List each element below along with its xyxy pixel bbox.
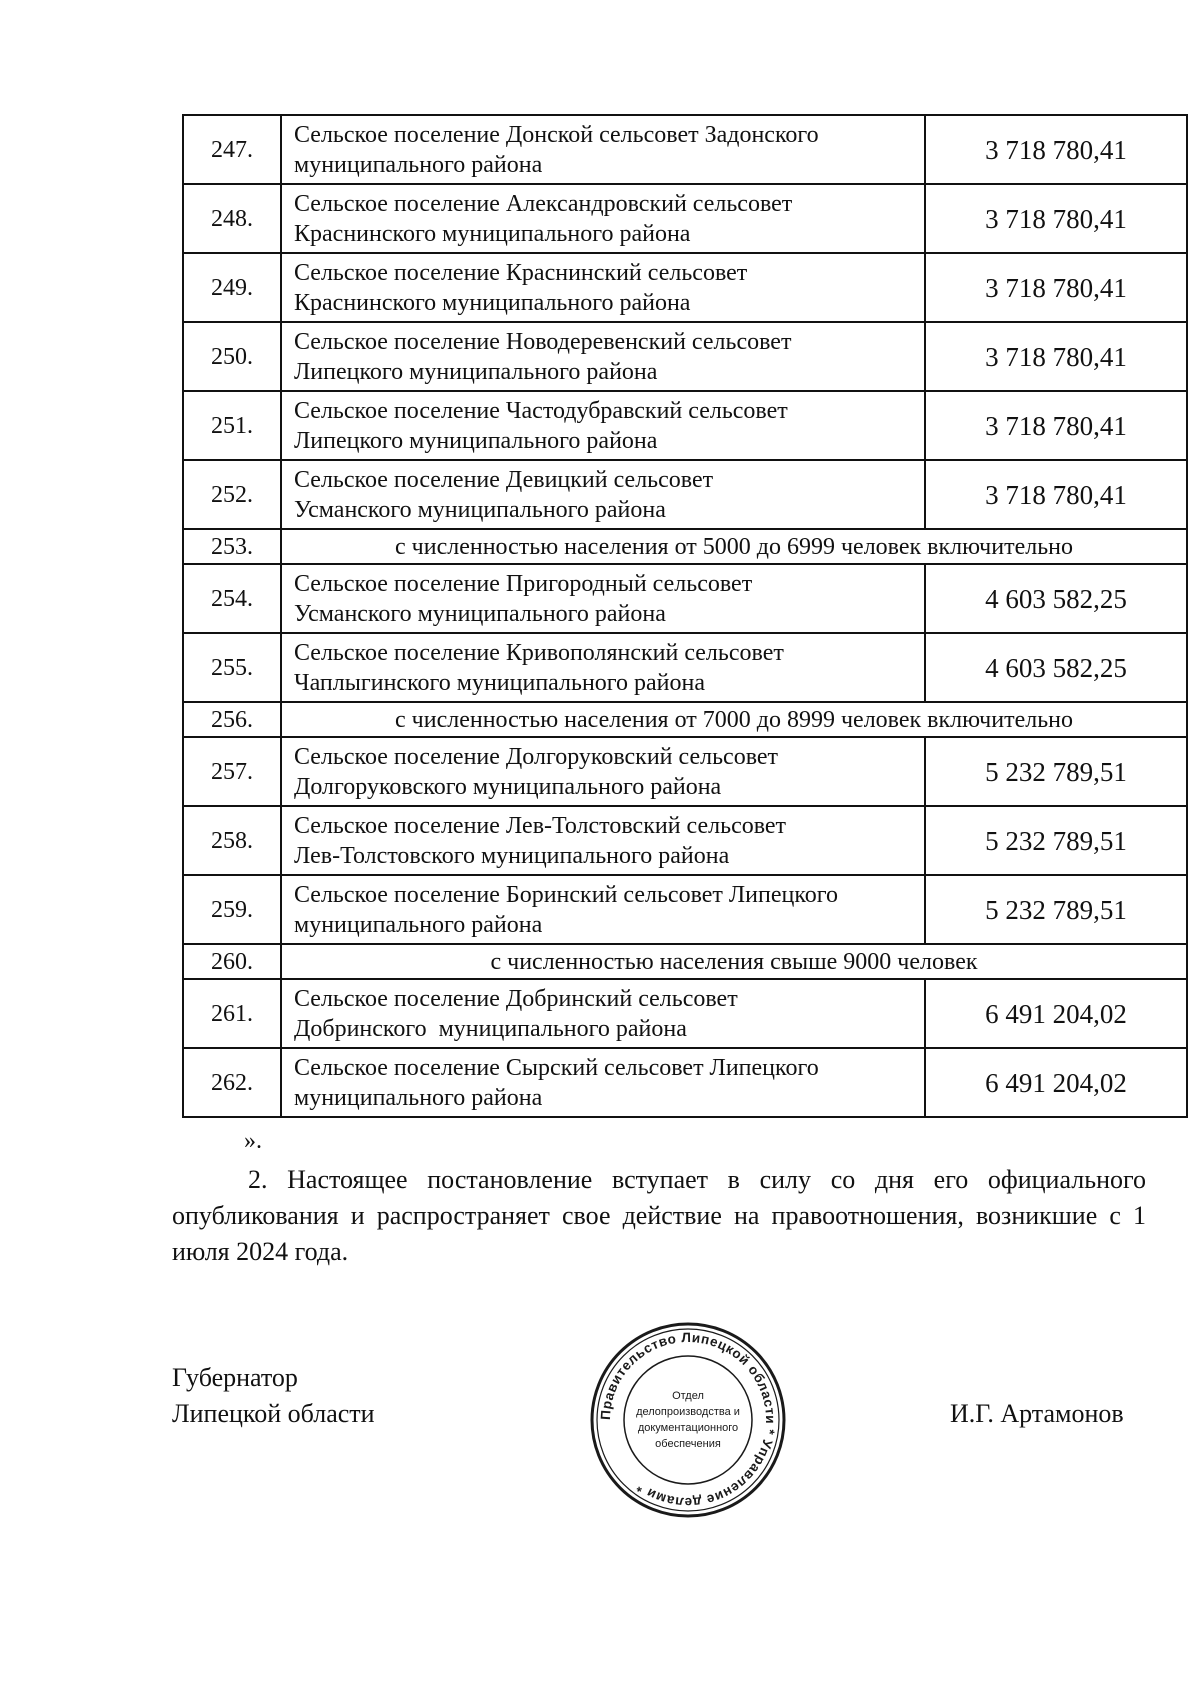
settlement-name <box>281 875 925 944</box>
group-header-row <box>183 529 1187 564</box>
table-row <box>183 115 1187 184</box>
row-number: 259. <box>183 875 281 944</box>
settlement-name-line-1: Сельское поселение Добринский сельсовет <box>294 985 738 1012</box>
amount: 5 232 789,51 <box>925 737 1187 806</box>
table-row <box>183 875 1187 944</box>
settlement-name-line-1: Сельское поселение Александровский сельсовет <box>294 190 793 217</box>
amount: 5 232 789,51 <box>925 875 1187 944</box>
row-number: 252. <box>183 460 281 529</box>
settlement-name-line-2: Краснинского муниципального района <box>294 220 691 247</box>
row-number: 256. <box>183 702 281 737</box>
settlement-name <box>281 564 925 633</box>
settlement-name-line-1: Сельское поселение Кривополянский сельсовет <box>294 639 784 666</box>
amount: 3 718 780,41 <box>925 115 1187 184</box>
signer-name: И.Г. Артамонов <box>950 1399 1124 1428</box>
row-number: 258. <box>183 806 281 875</box>
stamp-inner-line-1: Отдел <box>672 1390 704 1402</box>
settlement-name-line-1: Сельское поселение Донской сельсовет Задонского <box>294 121 819 148</box>
group-header-row <box>183 702 1187 737</box>
row-number: 261. <box>183 979 281 1048</box>
amount: 3 718 780,41 <box>925 460 1187 529</box>
row-number: 255. <box>183 633 281 702</box>
settlement-name <box>281 633 925 702</box>
settlement-name-line-2: Лев-Толстовского муниципального района <box>294 842 730 869</box>
settlement-name-line-2: Усманского муниципального района <box>294 496 666 523</box>
allocation-table <box>182 114 1188 1118</box>
settlement-name-line-1: Сельское поселение Девицкий сельсовет <box>294 466 714 493</box>
row-number: 260. <box>183 944 281 979</box>
row-number: 262. <box>183 1048 281 1117</box>
settlement-name-line-1: Сельское поселение Долгоруковский сельсовет <box>294 743 779 770</box>
row-number: 251. <box>183 391 281 460</box>
settlement-name-line-2: Чаплыгинского муниципального района <box>294 669 706 696</box>
settlement-name <box>281 1048 925 1117</box>
table-row <box>183 806 1187 875</box>
table-row <box>183 322 1187 391</box>
settlement-name <box>281 737 925 806</box>
settlement-name-line-1: Сельское поселение Краснинский сельсовет <box>294 259 748 286</box>
group-label: с численностью населения от 7000 до 8999 человек включительно <box>281 702 1187 737</box>
settlement-name-line-2: Липецкого муниципального района <box>294 427 658 454</box>
settlement-name-line-1: Сельское поселение Сырский сельсовет Липецкого <box>294 1054 819 1081</box>
amount: 3 718 780,41 <box>925 184 1187 253</box>
row-number: 250. <box>183 322 281 391</box>
settlement-name <box>281 460 925 529</box>
settlement-name-line-1: Сельское поселение Пригородный сельсовет <box>294 570 753 597</box>
table-row <box>183 253 1187 322</box>
settlement-name <box>281 184 925 253</box>
row-number: 254. <box>183 564 281 633</box>
signature-title-line-1: Губернатор <box>172 1363 298 1392</box>
row-number: 248. <box>183 184 281 253</box>
settlement-name-line-1: Сельское поселение Новодеревенский сельсовет <box>294 328 792 355</box>
settlement-name <box>281 322 925 391</box>
settlement-name-line-2: Добринского муниципального района <box>294 1015 687 1042</box>
settlement-name-line-2: Усманского муниципального района <box>294 600 666 627</box>
settlement-name-line-1: Сельское поселение Боринский сельсовет Липецкого <box>294 881 839 908</box>
group-header-row <box>183 944 1187 979</box>
group-label: с численностью населения от 5000 до 6999 человек включительно <box>281 529 1187 564</box>
stamp-inner-line-3: документационного <box>637 1422 739 1434</box>
settlement-name-line-2: муниципального района <box>294 1084 543 1111</box>
paragraph-2: 2. Настоящее постановление вступает в силу со дня его официального опубликования и распространяет свое действие на правоотношения, возникшие с 1 июля 2024 года. <box>172 1165 1146 1266</box>
stamp-outer-ring <box>592 1324 784 1516</box>
stamp-inner-text <box>636 1390 740 1450</box>
settlement-name <box>281 979 925 1048</box>
amount: 6 491 204,02 <box>925 979 1187 1048</box>
amount: 4 603 582,25 <box>925 564 1187 633</box>
table-row <box>183 184 1187 253</box>
settlement-name <box>281 253 925 322</box>
row-number: 257. <box>183 737 281 806</box>
amount: 3 718 780,41 <box>925 322 1187 391</box>
table-row <box>183 1048 1187 1117</box>
amount: 3 718 780,41 <box>925 253 1187 322</box>
table-row <box>183 460 1187 529</box>
stamp-inner-line-4: обеспечения <box>655 1438 721 1450</box>
row-number: 247. <box>183 115 281 184</box>
amount: 3 718 780,41 <box>925 391 1187 460</box>
group-label: с численностью населения свыше 9000 человек <box>281 944 1187 979</box>
settlement-name-line-1: Сельское поселение Частодубравский сельсовет <box>294 397 788 424</box>
settlement-name-line-2: Краснинского муниципального района <box>294 289 691 316</box>
signature-title <box>172 1360 375 1432</box>
table-row <box>183 979 1187 1048</box>
settlement-name-line-2: Липецкого муниципального района <box>294 358 658 385</box>
signature-title-line-2: Липецкой области <box>172 1399 375 1428</box>
settlement-name-line-2: муниципального района <box>294 151 543 178</box>
settlement-name-line-2: муниципального района <box>294 911 543 938</box>
settlement-name <box>281 115 925 184</box>
table-row <box>183 391 1187 460</box>
stamp-outer-text: Правительство Липецкой области * Управление делами * <box>597 1329 779 1511</box>
allocation-table-body <box>183 115 1187 1117</box>
amount: 6 491 204,02 <box>925 1048 1187 1117</box>
row-number: 249. <box>183 253 281 322</box>
settlement-name-line-1: Сельское поселение Лев-Толстовский сельсовет <box>294 812 787 839</box>
row-number: 253. <box>183 529 281 564</box>
official-stamp <box>588 1320 788 1520</box>
settlement-name <box>281 806 925 875</box>
settlement-name <box>281 391 925 460</box>
table-row <box>183 737 1187 806</box>
table-row <box>183 633 1187 702</box>
amount: 4 603 582,25 <box>925 633 1187 702</box>
closing-quote: ». <box>244 1128 262 1154</box>
amount: 5 232 789,51 <box>925 806 1187 875</box>
table-row <box>183 564 1187 633</box>
stamp-inner-ring <box>624 1356 752 1484</box>
settlement-name-line-2: Долгоруковского муниципального района <box>294 773 722 800</box>
stamp-inner-line-2: делопроизводства и <box>636 1406 740 1418</box>
